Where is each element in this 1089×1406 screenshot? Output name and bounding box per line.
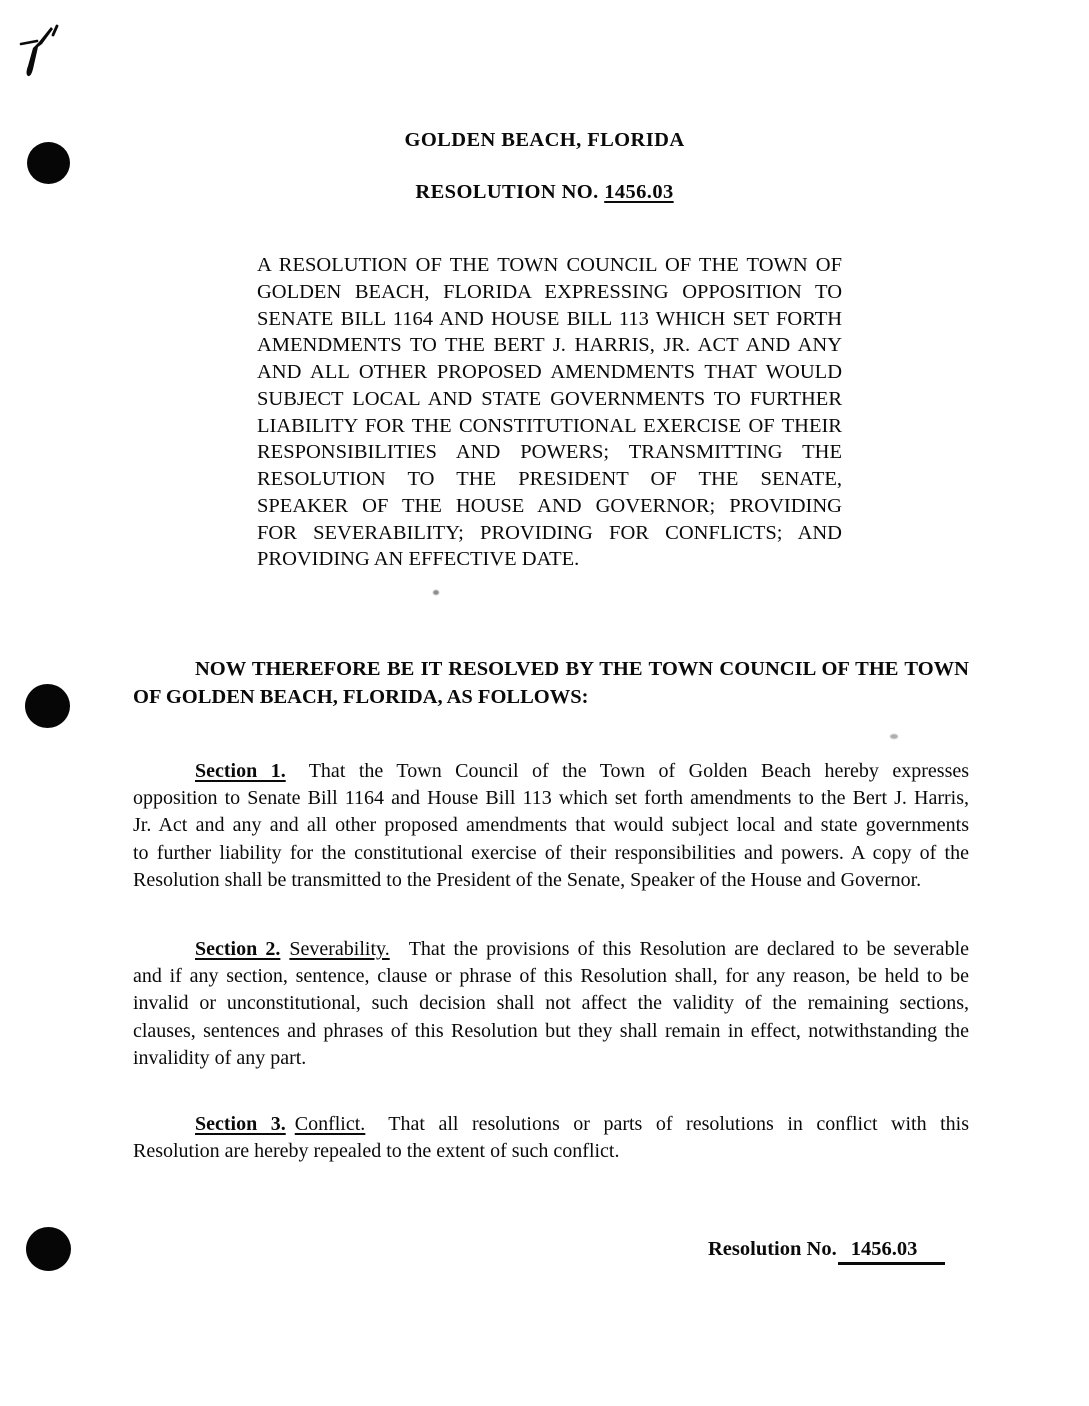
resolved-clause bbox=[133, 655, 969, 711]
document-title: GOLDEN BEACH, FLORIDA bbox=[404, 129, 685, 151]
section-1-line: opposition to Senate Bill 1164 and House Bill 113 which set forth amendments to the Bert J. Harris, bbox=[133, 787, 969, 810]
section-2-subtitle: Severability. bbox=[289, 938, 390, 960]
title-line: A RESOLUTION OF THE TOWN COUNCIL OF THE TOWN OF bbox=[257, 254, 842, 276]
section-2-line: invalidity of any part. bbox=[133, 1046, 307, 1069]
resolved-clause-line: OF GOLDEN BEACH, FLORIDA, AS FOLLOWS: bbox=[133, 686, 589, 708]
section-1-line: to further liability for the constitutional exercise of their responsibilities and powers. A copy of the bbox=[133, 841, 969, 864]
section-2-line: clauses, sentences and phrases of this Resolution but they shall remain in effect, notwithstanding the bbox=[133, 1019, 969, 1042]
section-1-first-line bbox=[133, 758, 969, 785]
section-3-paragraph bbox=[133, 1111, 969, 1165]
title-line: RESPONSIBILITIES AND POWERS; TRANSMITTING THE bbox=[257, 441, 842, 464]
hole-punch-dot bbox=[25, 684, 70, 728]
section-2-label: Section 2. bbox=[195, 938, 281, 960]
section-3-text: That all resolutions or parts of resolutions in conflict with this bbox=[388, 1113, 970, 1135]
hole-punch-dot bbox=[26, 1227, 71, 1271]
section-2-text: That the provisions of this Resolution are declared to be severable bbox=[408, 938, 969, 960]
title-line: LIABILITY FOR THE CONSTITUTIONAL EXERCISE OF THEIR bbox=[257, 414, 842, 437]
title-line: SUBJECT LOCAL AND STATE GOVERNMENTS TO FURTHER bbox=[257, 387, 842, 410]
resolution-label: RESOLUTION NO. bbox=[415, 181, 599, 203]
title-line: RESOLUTION TO THE PRESIDENT OF THE SENATE, bbox=[257, 468, 842, 490]
section-3-label: Section 3. bbox=[195, 1113, 286, 1135]
title-line: AND ALL OTHER PROPOSED AMENDMENTS THAT WOULD bbox=[257, 361, 842, 383]
title-line: AMENDMENTS TO THE BERT J. HARRIS, JR. ACT AND ANY bbox=[257, 334, 842, 357]
title-line: SPEAKER OF THE HOUSE AND GOVERNOR; PROVIDING bbox=[257, 494, 842, 517]
section-1-text: That the Town Council of the Town of Golden Beach hereby expresses bbox=[308, 760, 970, 782]
scan-speck bbox=[890, 734, 898, 739]
section-3-line: Resolution are hereby repealed to the extent of such conflict. bbox=[133, 1140, 620, 1163]
title-line: SENATE BILL 1164 AND HOUSE BILL 113 WHICH SET FORTH bbox=[257, 307, 842, 330]
section-1-label: Section 1. bbox=[195, 760, 286, 782]
section-3-first-line bbox=[133, 1111, 969, 1138]
title-line: FOR SEVERABILITY; PROVIDING FOR CONFLICTS; AND bbox=[257, 521, 842, 544]
section-2-paragraph bbox=[133, 936, 969, 1072]
resolution-number-heading bbox=[0, 181, 1089, 204]
title-line: GOLDEN BEACH, FLORIDA EXPRESSING OPPOSITION TO bbox=[257, 280, 842, 303]
resolved-clause-line: NOW THEREFORE BE IT RESOLVED BY THE TOWN COUNCIL OF THE TOWN bbox=[195, 658, 969, 680]
handwritten-mark-icon bbox=[5, 16, 67, 86]
section-1-line: Jr. Act and any and all other proposed amendments that would subject local and state governments bbox=[133, 814, 969, 837]
section-2-line: invalid or unconstitutional, such decision shall not affect the validity of the remaining sections, bbox=[133, 992, 969, 1015]
section-1-paragraph bbox=[133, 758, 969, 894]
resolution-number: 1456.03 bbox=[604, 181, 674, 203]
resolution-title-block bbox=[257, 252, 842, 573]
section-2-first-line bbox=[133, 936, 969, 963]
section-2-line: and if any section, sentence, clause or phrase of this Resolution shall, for any reason, be held to be bbox=[133, 965, 969, 988]
footer-number: 1456.03 bbox=[850, 1238, 918, 1260]
scan-speck bbox=[433, 590, 439, 595]
footer-resolution-number bbox=[708, 1238, 945, 1265]
footer-label: Resolution No. bbox=[708, 1238, 837, 1260]
section-3-subtitle: Conflict. bbox=[294, 1113, 366, 1135]
footer-number-underline bbox=[838, 1238, 946, 1265]
title-line: PROVIDING AN EFFECTIVE DATE. bbox=[257, 548, 580, 571]
section-1-line: Resolution shall be transmitted to the President of the Senate, Speaker of the House and Governor. bbox=[133, 868, 922, 891]
